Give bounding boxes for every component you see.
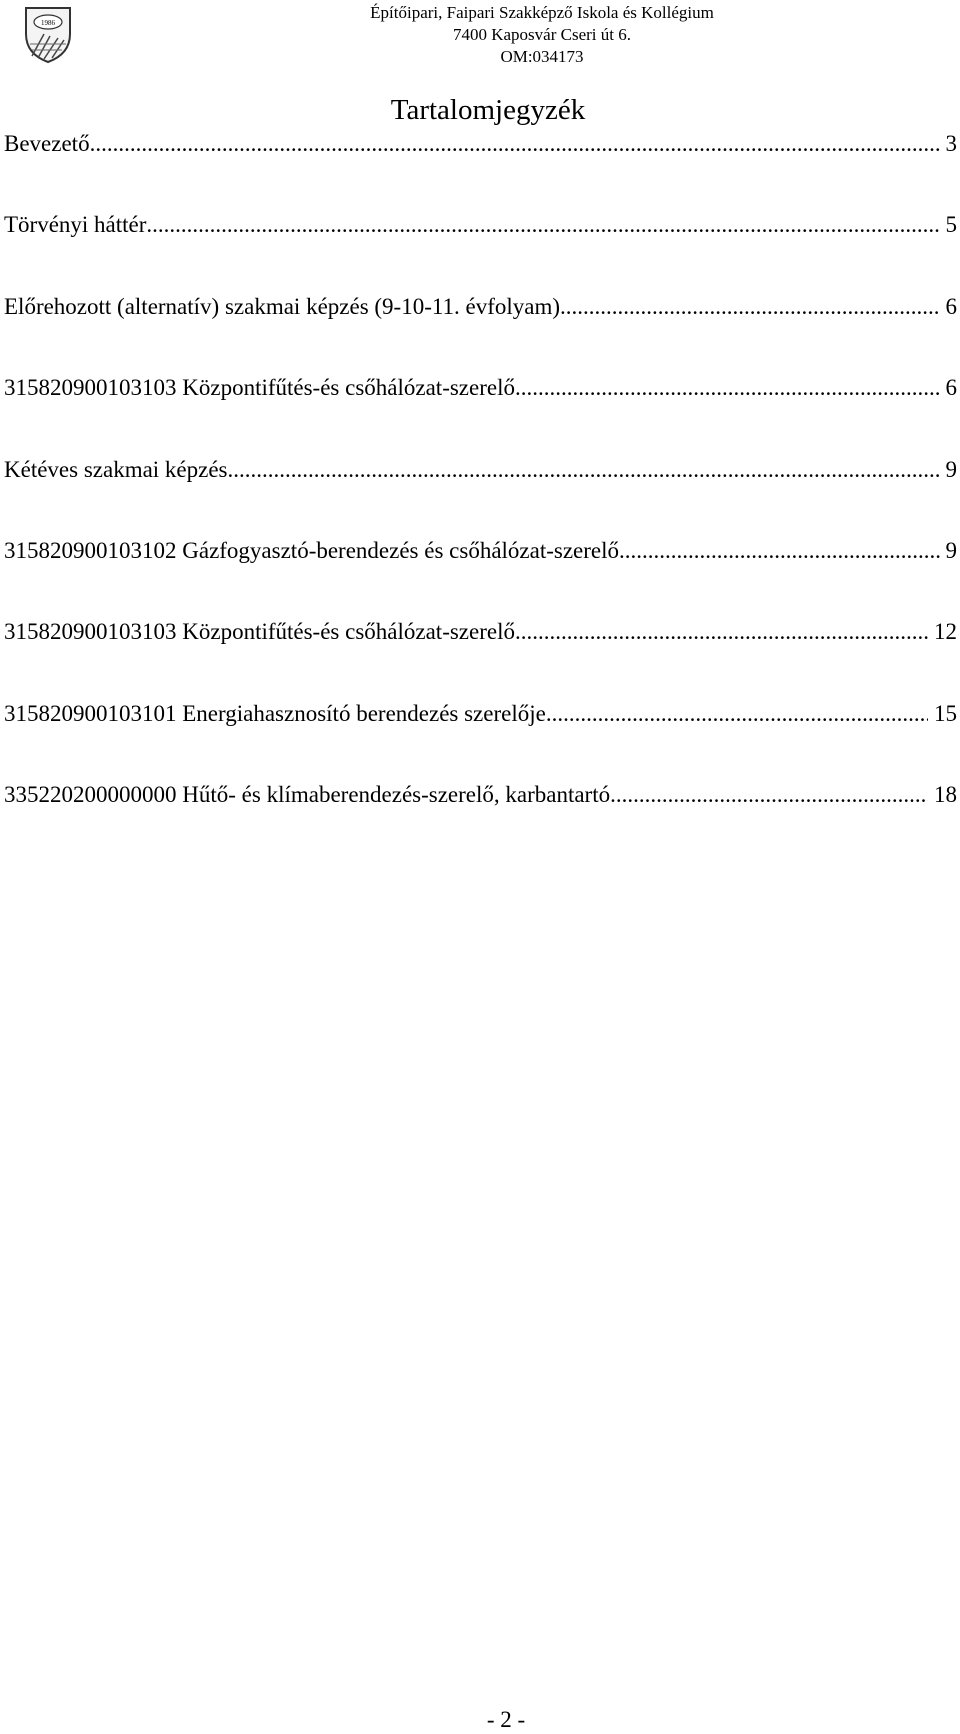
toc-entry[interactable] bbox=[4, 130, 957, 158]
toc-entry[interactable] bbox=[4, 537, 957, 565]
toc-entry-title: 315820900103101 Energiahasznosító berendezés szerelője bbox=[4, 700, 546, 726]
toc-entry[interactable] bbox=[4, 293, 957, 321]
toc-entry[interactable] bbox=[4, 374, 957, 402]
toc-dot-leader bbox=[619, 537, 939, 565]
toc-entry-title: Előrehozott (alternatív) szakmai képzés (9-10-11. évfolyam) bbox=[4, 293, 561, 319]
toc-entry-title: 315820900103102 Gázfogyasztó-berendezés és csőhálózat-szerelő bbox=[4, 537, 620, 563]
school-name: Építőipari, Faipari Szakképző Iskola és Kollégium bbox=[370, 3, 714, 22]
toc-entry-title: 315820900103103 Központifűtés-és csőhálózat-szerelő bbox=[4, 375, 515, 401]
toc-entry[interactable] bbox=[4, 618, 957, 646]
toc-entry-page: 9 bbox=[945, 537, 957, 563]
page-number: - 2 - bbox=[486, 1707, 526, 1732]
document-header bbox=[0, 2, 960, 68]
toc-title: Tartalomjegyzék bbox=[390, 94, 586, 126]
svg-text:1986: 1986 bbox=[41, 19, 55, 27]
toc-entry-page: 5 bbox=[945, 212, 957, 238]
toc-entry[interactable] bbox=[4, 456, 957, 484]
school-om-code: OM:034173 bbox=[500, 47, 584, 66]
toc-list bbox=[4, 130, 957, 863]
toc-entry[interactable] bbox=[4, 211, 957, 239]
toc-entry-title: 335220200000000 Hűtő- és klímaberendezés-szerelő, karbantartó bbox=[4, 782, 611, 808]
toc-dot-leader bbox=[228, 456, 940, 484]
toc-entry-page: 9 bbox=[945, 456, 957, 482]
toc-dot-leader bbox=[515, 618, 928, 646]
toc-dot-leader bbox=[546, 700, 928, 728]
toc-entry-title: Kétéves szakmai képzés bbox=[4, 456, 228, 482]
toc-entry-page: 12 bbox=[934, 619, 957, 645]
toc-entry-page: 15 bbox=[934, 700, 957, 726]
toc-dot-leader bbox=[560, 293, 939, 321]
toc-entry-page: 6 bbox=[945, 375, 957, 401]
toc-entry-title: Törvényi háttér bbox=[4, 212, 147, 238]
toc-entry-page: 3 bbox=[945, 131, 957, 156]
toc-entry-title: Bevezető bbox=[4, 131, 90, 156]
toc-dot-leader bbox=[515, 374, 940, 402]
toc-entry-title: 315820900103103 Központifűtés-és csőhálózat-szerelő bbox=[4, 619, 515, 645]
toc-entry[interactable] bbox=[4, 700, 957, 728]
toc-dot-leader bbox=[90, 130, 940, 158]
toc-entry-page: 18 bbox=[934, 782, 957, 808]
toc-dot-leader bbox=[610, 781, 928, 809]
school-address: 7400 Kaposvár Cseri út 6. bbox=[452, 25, 631, 44]
toc-entry[interactable] bbox=[4, 781, 957, 809]
toc-entry-page: 6 bbox=[945, 293, 957, 319]
toc-dot-leader bbox=[146, 211, 939, 239]
